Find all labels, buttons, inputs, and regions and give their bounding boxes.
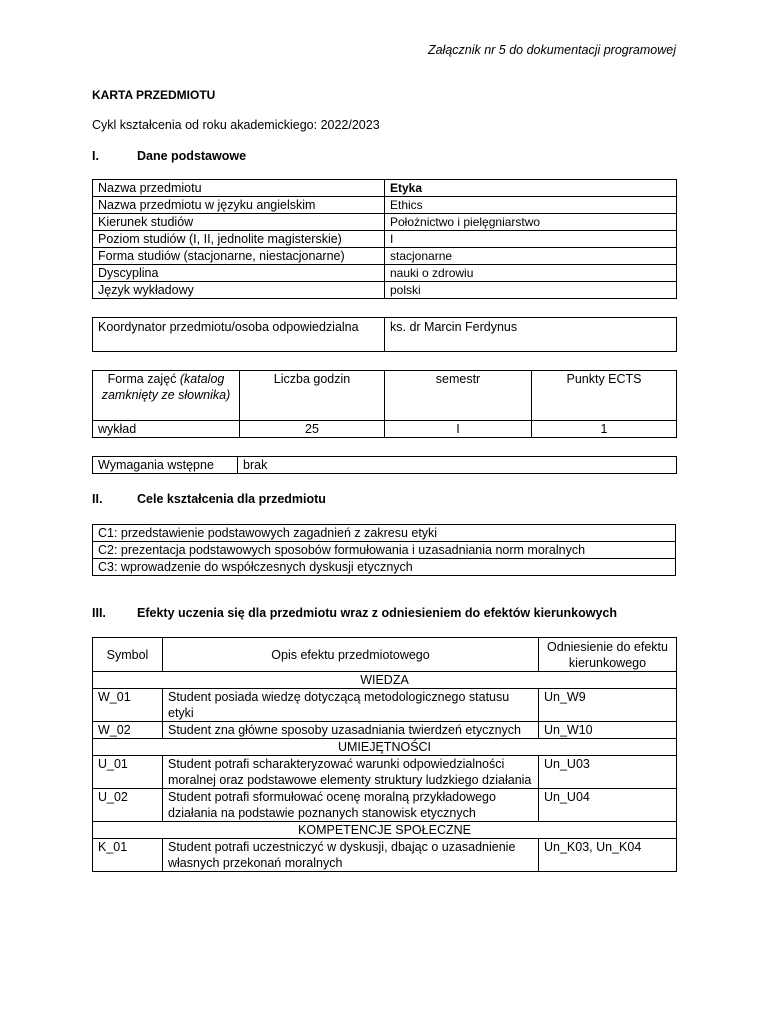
category-knowledge: WIEDZA bbox=[93, 672, 677, 689]
header-hours: Liczba godzin bbox=[240, 371, 385, 421]
table-row bbox=[93, 689, 677, 722]
category-competences: KOMPETENCJE SPOŁECZNE bbox=[93, 822, 677, 839]
header-ects: Punkty ECTS bbox=[532, 371, 677, 421]
outcome-reference: Un_U03 bbox=[539, 756, 677, 789]
outcome-reference: Un_W10 bbox=[539, 722, 677, 739]
cycle-line: Cykl kształcenia od roku akademickiego: 2022/2023 bbox=[92, 118, 380, 132]
table-row bbox=[93, 457, 677, 474]
prereq-label: Wymagania wstępne bbox=[93, 457, 238, 474]
table-row bbox=[93, 214, 677, 231]
field-value: polski bbox=[385, 282, 677, 299]
outcome-reference: Un_W9 bbox=[539, 689, 677, 722]
table-header-row bbox=[93, 371, 677, 421]
table-row bbox=[93, 839, 677, 872]
section-title: Dane podstawowe bbox=[137, 149, 247, 163]
class-hours: 25 bbox=[240, 421, 385, 438]
field-label: Nazwa przedmiotu w języku angielskim bbox=[93, 197, 385, 214]
table-row bbox=[93, 318, 677, 352]
table-row bbox=[93, 756, 677, 789]
header-form-note: (katalog zamknięty ze słownika) bbox=[101, 372, 231, 402]
outcome-symbol: U_01 bbox=[93, 756, 163, 789]
field-label: Kierunek studiów bbox=[93, 214, 385, 231]
field-label: Język wykładowy bbox=[93, 282, 385, 299]
coordinator-value: ks. dr Marcin Ferdynus bbox=[385, 318, 677, 352]
attachment-note: Załącznik nr 5 do dokumentacji programowej bbox=[427, 43, 676, 57]
field-label: Forma studiów (stacjonarne, niestacjonarne) bbox=[93, 248, 385, 265]
section-title: Efekty uczenia się dla przedmiotu wraz z odniesieniem do efektów kierunkowych bbox=[137, 606, 617, 620]
section-number: II. bbox=[92, 492, 103, 506]
field-value: Etyka bbox=[385, 180, 677, 197]
header-semester: semestr bbox=[385, 371, 532, 421]
category-row bbox=[93, 672, 677, 689]
class-ects: 1 bbox=[532, 421, 677, 438]
field-value: Ethics bbox=[385, 197, 677, 214]
outcome-description: Student potrafi uczestniczyć w dyskusji, dbając o uzasadnienie własnych przekonań moralnych bbox=[163, 839, 539, 872]
table-row bbox=[93, 542, 676, 559]
basic-data-table bbox=[92, 179, 677, 299]
section-number: I. bbox=[92, 149, 99, 163]
section-number: III. bbox=[92, 606, 106, 620]
table-row bbox=[93, 180, 677, 197]
goal-item: C2: prezentacja podstawowych sposobów formułowania i uzasadniania norm moralnych bbox=[93, 542, 676, 559]
header-form bbox=[93, 371, 240, 421]
section-3-heading bbox=[92, 606, 617, 620]
outcome-description: Student zna główne sposoby uzasadniania twierdzeń etycznych bbox=[163, 722, 539, 739]
outcome-symbol: U_02 bbox=[93, 789, 163, 822]
field-label: Poziom studiów (I, II, jednolite magisterskie) bbox=[93, 231, 385, 248]
table-row bbox=[93, 722, 677, 739]
table-row bbox=[93, 231, 677, 248]
table-row bbox=[93, 559, 676, 576]
outcome-reference: Un_U04 bbox=[539, 789, 677, 822]
table-row bbox=[93, 265, 677, 282]
outcome-symbol: W_01 bbox=[93, 689, 163, 722]
table-row bbox=[93, 525, 676, 542]
goal-item: C1: przedstawienie podstawowych zagadnień z zakresu etyki bbox=[93, 525, 676, 542]
outcomes-table bbox=[92, 637, 677, 872]
table-row bbox=[93, 197, 677, 214]
table-header-row bbox=[93, 638, 677, 672]
section-2-heading bbox=[92, 492, 326, 506]
header-description: Opis efektu przedmiotowego bbox=[163, 638, 539, 672]
table-row bbox=[93, 248, 677, 265]
class-semester: I bbox=[385, 421, 532, 438]
outcome-symbol: K_01 bbox=[93, 839, 163, 872]
class-form: wykład bbox=[93, 421, 240, 438]
header-symbol: Symbol bbox=[93, 638, 163, 672]
category-row bbox=[93, 739, 677, 756]
outcome-description: Student posiada wiedzę dotyczącą metodologicznego statusu etyki bbox=[163, 689, 539, 722]
header-form-text: Forma zajęć bbox=[107, 372, 180, 386]
prerequisites-table bbox=[92, 456, 677, 474]
header-reference: Odniesienie do efektu kierunkowego bbox=[539, 638, 677, 672]
outcome-reference: Un_K03, Un_K04 bbox=[539, 839, 677, 872]
field-value: I bbox=[385, 231, 677, 248]
section-1-heading bbox=[92, 149, 246, 163]
goals-table bbox=[92, 524, 676, 576]
field-value: Położnictwo i pielęgniarstwo bbox=[385, 214, 677, 231]
table-row bbox=[93, 789, 677, 822]
section-title: Cele kształcenia dla przedmiotu bbox=[137, 492, 326, 506]
outcome-description: Student potrafi scharakteryzować warunki odpowiedzialności moralnej oraz podstawowe elementy struktury ludzkiego działania bbox=[163, 756, 539, 789]
category-row bbox=[93, 822, 677, 839]
field-label: Dyscyplina bbox=[93, 265, 385, 282]
table-row bbox=[93, 282, 677, 299]
field-value: stacjonarne bbox=[385, 248, 677, 265]
category-skills: UMIEJĘTNOŚCI bbox=[93, 739, 677, 756]
prereq-value: brak bbox=[238, 457, 677, 474]
field-label: Nazwa przedmiotu bbox=[93, 180, 385, 197]
outcome-description: Student potrafi sformułować ocenę moralną przykładowego działania na podstawie poznanych stanowisk etycznych bbox=[163, 789, 539, 822]
classes-table bbox=[92, 370, 677, 438]
field-value: nauki o zdrowiu bbox=[385, 265, 677, 282]
goal-item: C3: wprowadzenie do współczesnych dyskusji etycznych bbox=[93, 559, 676, 576]
outcome-symbol: W_02 bbox=[93, 722, 163, 739]
coordinator-table bbox=[92, 317, 677, 352]
document-title: KARTA PRZEDMIOTU bbox=[92, 88, 216, 102]
coordinator-label: Koordynator przedmiotu/osoba odpowiedzialna bbox=[93, 318, 385, 352]
table-row bbox=[93, 421, 677, 438]
